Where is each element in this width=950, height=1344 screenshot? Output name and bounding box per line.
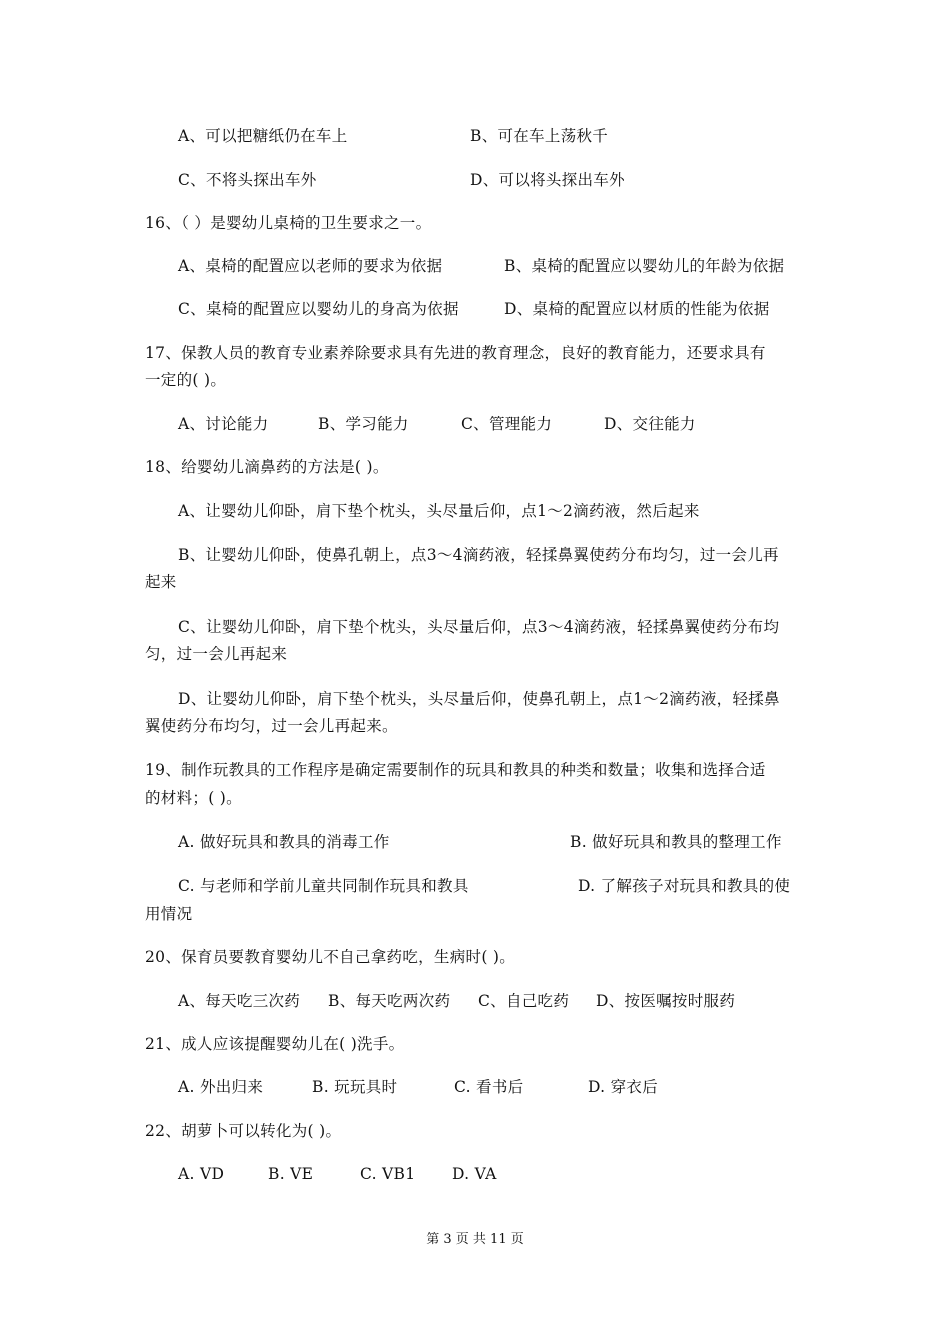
q18-option-a: A、让婴幼儿仰卧，肩下垫个枕头，头尽量后仰，点1～2滴药液，然后起来 xyxy=(178,502,700,520)
q17-option-a: A、讨论能力 xyxy=(178,415,269,433)
q17-stem-line2: 一定的( )。 xyxy=(145,371,227,389)
q21-option-b: B. 玩玩具时 xyxy=(312,1078,398,1096)
q15-option-b: B、可在车上荡秋千 xyxy=(470,127,609,145)
q18-option-c-line2: 匀，过一会儿再起来 xyxy=(145,645,288,663)
q19-option-c: C. 与老师和学前儿童共同制作玩具和教具 xyxy=(178,877,469,895)
q19-stem-line2: 的材料；( )。 xyxy=(145,789,242,807)
q22-option-d: D. VA xyxy=(452,1165,497,1183)
q17-option-c: C、管理能力 xyxy=(461,415,553,433)
q22-option-c: C. VB1 xyxy=(360,1165,416,1183)
q20-option-b: B、每天吃两次药 xyxy=(328,992,451,1010)
q19-option-a: A. 做好玩具和教具的消毒工作 xyxy=(178,833,390,851)
q16-option-d: D、桌椅的配置应以材质的性能为依据 xyxy=(504,300,770,318)
q21-option-a: A. 外出归来 xyxy=(178,1078,264,1096)
q17-option-d: D、交往能力 xyxy=(604,415,696,433)
page-number-footer: 第 3 页 共 11 页 xyxy=(426,1232,524,1247)
q20-option-a: A、每天吃三次药 xyxy=(178,992,301,1010)
q15-option-d: D、可以将头探出车外 xyxy=(470,171,625,189)
q15-option-a: A、可以把糖纸仍在车上 xyxy=(178,127,348,145)
q19-option-d-line1: D. 了解孩子对玩具和教具的使 xyxy=(578,877,791,895)
q22-option-b: B. VE xyxy=(268,1165,314,1183)
q17-stem-line1: 17、保教人员的教育专业素养除要求具有先进的教育理念，良好的教育能力，还要求具有 xyxy=(145,344,766,362)
q18-option-b-line2: 起来 xyxy=(145,573,177,591)
q20-option-c: C、自己吃药 xyxy=(478,992,570,1010)
q19-stem-line1: 19、制作玩教具的工作程序是确定需要制作的玩具和教具的种类和数量；收集和选择合适 xyxy=(145,761,766,779)
q16-option-a: A、桌椅的配置应以老师的要求为依据 xyxy=(178,257,443,275)
q21-option-c: C. 看书后 xyxy=(454,1078,524,1096)
q18-option-b-line1: B、让婴幼儿仰卧，使鼻孔朝上，点3～4滴药液，轻揉鼻翼使药分布均匀，过一会儿再 xyxy=(178,546,779,564)
q16-option-b: B、桌椅的配置应以婴幼儿的年龄为依据 xyxy=(504,257,785,275)
q18-option-d-line2: 翼使药分布均匀，过一会儿再起来。 xyxy=(145,717,398,735)
q20-option-d: D、按医嘱按时服药 xyxy=(596,992,736,1010)
q22-stem: 22、胡萝卜可以转化为( )。 xyxy=(145,1122,342,1140)
q18-option-c-line1: C、让婴幼儿仰卧，肩下垫个枕头，头尽量后仰，点3～4滴药液，轻揉鼻翼使药分布均 xyxy=(178,618,780,636)
q16-stem: 16、（ ）是婴幼儿桌椅的卫生要求之一。 xyxy=(145,214,432,232)
q19-option-d-line2: 用情况 xyxy=(145,905,193,923)
q20-stem: 20、保育员要教育婴幼儿不自己拿药吃，生病时( )。 xyxy=(145,948,516,966)
q18-option-d-line1: D、让婴幼儿仰卧，肩下垫个枕头，头尽量后仰，使鼻孔朝上，点1～2滴药液，轻揉鼻 xyxy=(178,690,780,708)
q21-stem: 21、成人应该提醒婴幼儿在( )洗手。 xyxy=(145,1035,405,1053)
q16-option-c: C、桌椅的配置应以婴幼儿的身高为依据 xyxy=(178,300,459,318)
q17-option-b: B、学习能力 xyxy=(318,415,409,433)
q18-stem: 18、给婴幼儿滴鼻药的方法是( )。 xyxy=(145,458,389,476)
q19-option-b: B. 做好玩具和教具的整理工作 xyxy=(570,833,782,851)
q21-option-d: D. 穿衣后 xyxy=(588,1078,659,1096)
q15-option-c: C、不将头探出车外 xyxy=(178,171,317,189)
q22-option-a: A. VD xyxy=(178,1165,225,1183)
